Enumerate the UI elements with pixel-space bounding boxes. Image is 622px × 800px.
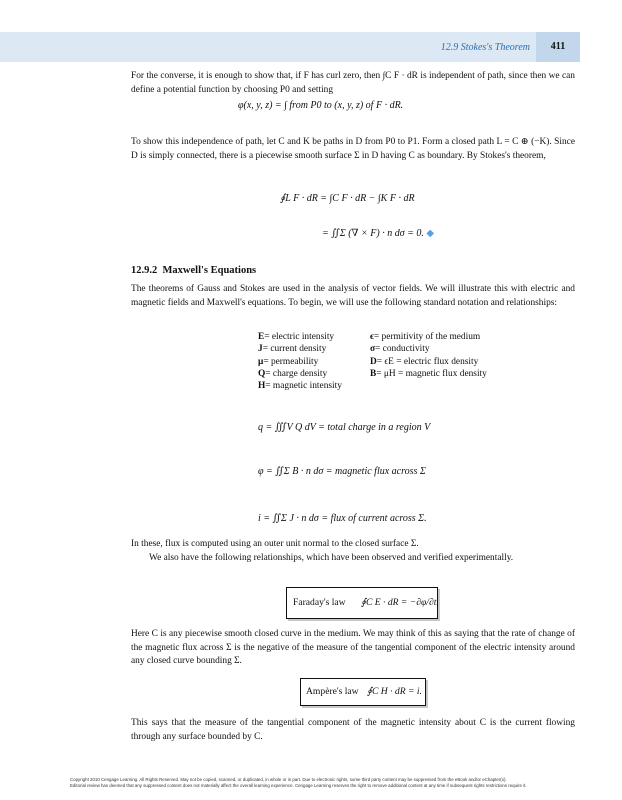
equation-charge bbox=[258, 422, 430, 433]
equation-closed-path-line1-text: ∮L F · dR = ∫C F · dR − ∫K F · dR bbox=[280, 193, 415, 204]
notation-symbol: μ bbox=[258, 356, 264, 367]
copyright-footer bbox=[70, 777, 570, 789]
ampere-law-equation: ∮C H · dR = i. bbox=[367, 686, 422, 697]
notation-definition: = current density bbox=[262, 344, 327, 355]
notation-left-cell bbox=[258, 356, 342, 368]
equation-charge-text: q = ∭V Q dV = total charge in a region V bbox=[258, 422, 431, 433]
ampere-law-label: Ampère's law bbox=[306, 686, 359, 697]
notation-definition: = μH = magnetic flux density bbox=[376, 368, 487, 379]
section-number: 12.9.2 bbox=[131, 265, 158, 276]
notation-right-cell bbox=[342, 368, 487, 380]
notation-symbol: J bbox=[258, 344, 263, 355]
notation-row bbox=[258, 368, 487, 380]
section-title: Maxwell's Equations bbox=[162, 265, 257, 276]
paragraph-converse: For the converse, it is enough to show that, if F has curl zero, then ∫C F · dR is independent of path, since then we can define a potential function by choosing P0 and setting bbox=[131, 71, 575, 95]
equation-current-flux-text: i = ∬Σ J · n dσ = flux of current across Σ. bbox=[258, 513, 427, 524]
section-heading bbox=[131, 265, 256, 276]
notation-right-cell bbox=[342, 356, 487, 368]
notation-symbol: ϵ bbox=[369, 332, 374, 342]
copyright-line-2: Editorial review has deemed that any suppressed content does not materially affect the overall learning experience. Cengage Learning reserves the right to remove additional content at any time if subsequent rights restrictions require it. bbox=[70, 783, 527, 789]
copyright-line-1: Copyright 2010 Cengage Learning. All Rights Reserved. May not be copied, scanned, or duplicated, in whole or in part. Due to electronic rights, some third party content may be suppressed from the eBook and/or eChapter(s). bbox=[70, 777, 507, 782]
notation-symbol: E bbox=[258, 332, 265, 342]
equation-potential bbox=[238, 100, 403, 111]
faraday-law-equation: ∮C E · dR = −∂φ/∂t. bbox=[361, 597, 439, 608]
ampere-law-box bbox=[300, 678, 426, 706]
running-head-section-title: 12.9 Stokes's Theorem bbox=[440, 42, 530, 53]
paragraph-independence: To show this independence of path, let C and K be paths in D from P0 to P1. Form a closed path L = C ⊕ (−K). Since D is simply connected, there is a piecewise smooth surface Σ in D having C as boundary. By Stokes's theorem, bbox=[131, 137, 575, 161]
equation-potential-text: φ(x, y, z) = ∫ from P0 to (x, y, z) of F · dR. bbox=[238, 100, 404, 111]
notation-left-cell bbox=[258, 368, 342, 380]
paragraph-gauss-stokes: The theorems of Gauss and Stokes are used in the analysis of vector fields. We will illustrate this with electric and magnetic fields and Maxwell's equations. To begin, we will use the following standard notation and relationships: bbox=[131, 284, 575, 308]
notation-row bbox=[258, 380, 487, 392]
notation-symbol: D bbox=[369, 356, 377, 367]
equation-closed-path-line1 bbox=[280, 193, 415, 204]
notation-row bbox=[258, 356, 487, 368]
page-number: 411 bbox=[536, 32, 580, 62]
faraday-law-box bbox=[286, 587, 438, 619]
notation-left-cell bbox=[258, 380, 342, 392]
notation-left-cell bbox=[258, 343, 342, 355]
notation-definition: = conductivity bbox=[375, 344, 430, 355]
equation-closed-path-line2-text: = ∬Σ (∇ × F) · n dσ = 0. bbox=[322, 228, 424, 239]
equation-magnetic-flux-text: φ = ∬Σ B · n dσ = magnetic flux across Σ bbox=[258, 466, 426, 477]
equation-closed-path-line2 bbox=[322, 228, 434, 239]
notation-symbol: H bbox=[258, 381, 266, 392]
notation-definition: = ϵE = electric flux density bbox=[376, 356, 479, 367]
notation-symbol: σ bbox=[369, 344, 376, 355]
equation-magnetic-flux bbox=[258, 466, 426, 477]
notation-left-cell bbox=[258, 331, 342, 343]
notation-symbol: Q bbox=[258, 368, 266, 379]
paragraph-here-c: Here C is any piecewise smooth closed curve in the medium. We may think of this as saying that the rate of change of the magnetic flux across Σ is the negative of the measure of the tangential component of the electric intensity around any closed curve bounding Σ. bbox=[131, 629, 575, 667]
notation-definition: = permitivity of the medium bbox=[373, 332, 481, 342]
notation-definition: = permeability bbox=[263, 356, 319, 367]
notation-definition: = electric intensity bbox=[264, 332, 335, 342]
faraday-law-label: Faraday's law bbox=[293, 597, 346, 608]
notation-row bbox=[258, 331, 487, 343]
notation-table bbox=[258, 331, 487, 392]
notation-symbol: B bbox=[369, 368, 377, 379]
end-of-proof-diamond-icon: ◆ bbox=[426, 228, 435, 239]
notation-right-cell bbox=[342, 380, 487, 392]
notation-right-cell bbox=[342, 343, 487, 355]
paragraph-flux-normal: In these, flux is computed using an outer unit normal to the closed surface Σ. bbox=[131, 539, 419, 549]
equation-current-flux bbox=[258, 513, 427, 524]
notation-row bbox=[258, 343, 487, 355]
notation-right-cell bbox=[342, 331, 487, 343]
paragraph-also-have: We also have the following relationships, which have been observed and verified experimentally. bbox=[149, 553, 514, 563]
notation-definition: = charge density bbox=[265, 368, 328, 379]
notation-definition: = magnetic intensity bbox=[265, 381, 342, 392]
paragraph-this-says: This says that the measure of the tangential component of the magnetic intensity about C is the current flowing through any surface bounded by C. bbox=[131, 718, 575, 742]
